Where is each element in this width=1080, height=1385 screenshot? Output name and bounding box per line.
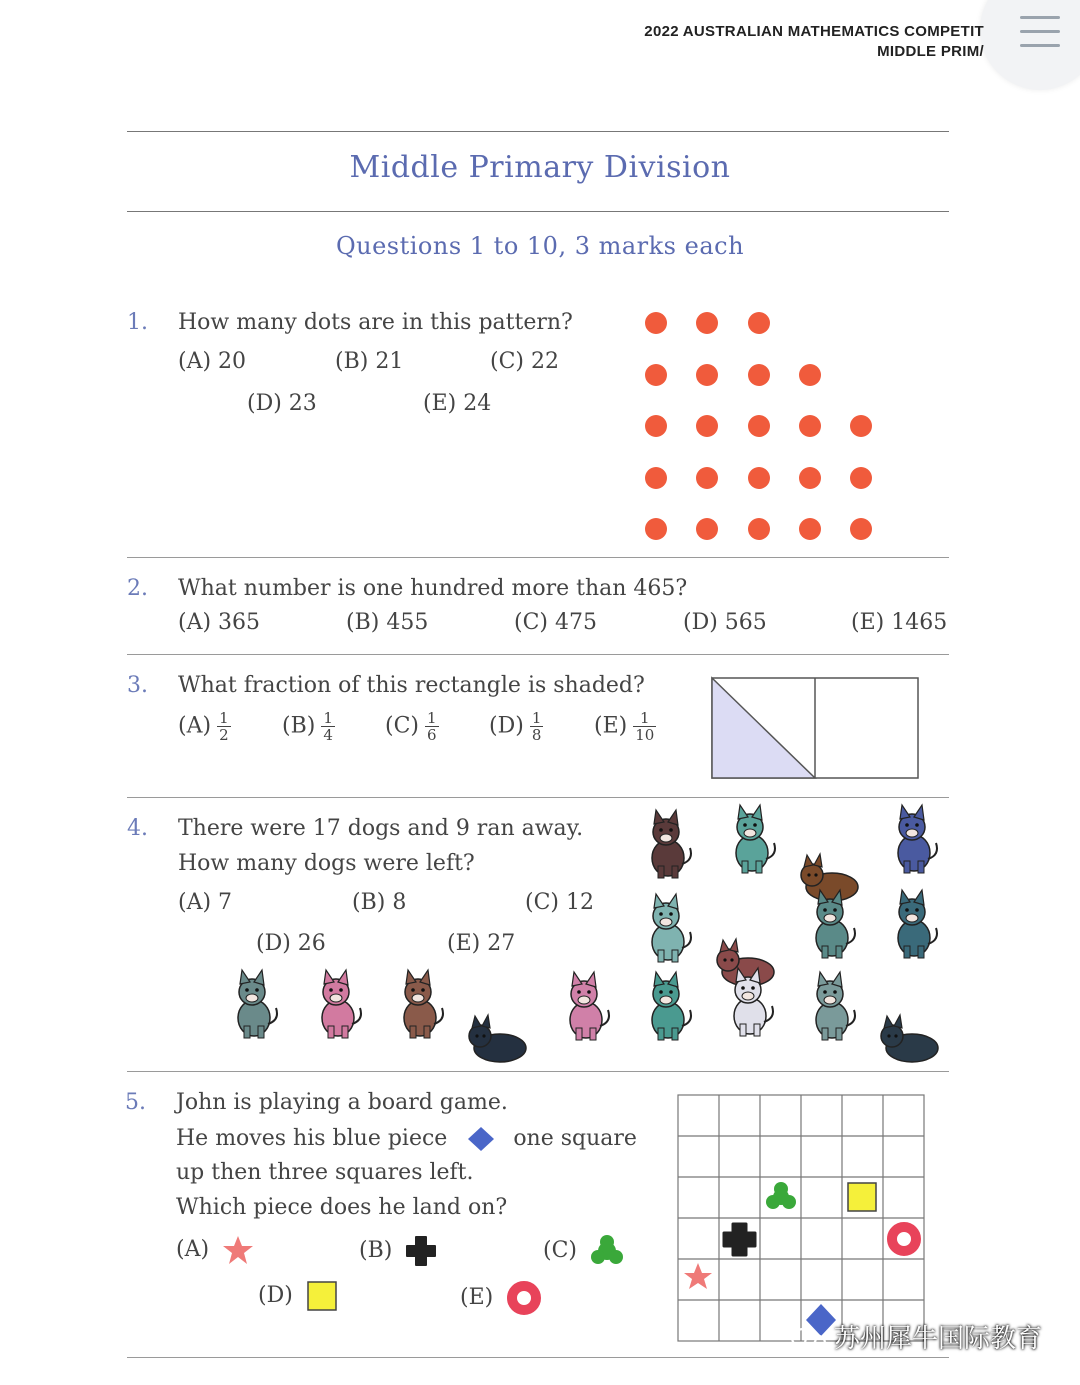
option-label: (B) [282,713,316,739]
pattern-dot [748,518,770,540]
dog-icon [714,920,776,992]
q3-option-d[interactable] [489,710,543,743]
text-part: He moves his blue piece [176,1126,448,1151]
option-label: (E) [594,713,628,739]
wechat-icon [790,1327,828,1353]
q2-option-a[interactable]: (A) 365 [178,610,261,635]
header-line-1: 2022 AUSTRALIAN MATHEMATICS COMPETIT [644,23,984,40]
section-subtitle: Questions 1 to 10, 3 marks each [335,232,745,260]
dog-icon [554,970,616,1042]
denominator: 10 [635,726,655,744]
game-board [676,1093,928,1343]
option-label: (D) [489,713,524,739]
dog-icon [636,808,698,880]
dog-icon [466,996,528,1068]
option-label: (E) [460,1285,494,1310]
dog-icon [798,835,860,907]
cross-icon [405,1235,437,1267]
q5-option-a[interactable] [176,1235,254,1265]
q4-option-b[interactable]: (B) 8 [352,890,407,915]
pattern-dot [645,518,667,540]
divider [127,654,949,655]
numerator: 1 [531,709,542,727]
q5-option-b[interactable] [359,1235,437,1267]
dog-icon [800,970,862,1042]
fraction [530,710,544,743]
question-3-number: 3. [127,673,148,698]
pattern-dot [645,364,667,386]
q1-option-a[interactable]: (A) 20 [178,349,247,374]
question-5-number: 5. [125,1090,146,1115]
option-label: (B) [359,1238,393,1263]
q5-option-c[interactable] [543,1235,624,1267]
dog-icon [882,888,944,960]
q1-option-e[interactable]: (E) 24 [423,391,492,416]
green-trefoil-icon [590,1235,624,1267]
dog-icon [306,968,368,1040]
fraction [425,710,439,743]
q5-option-e[interactable] [460,1280,542,1316]
shaded-rectangle-figure [710,676,920,780]
option-label: (C) [543,1238,577,1263]
dog-icon [882,803,944,875]
q2-option-e[interactable]: (E) 1465 [851,610,948,635]
dog-icon [800,888,862,960]
board-grid [678,1095,924,1341]
q3-option-e[interactable] [594,710,656,743]
red-ring-icon [506,1280,542,1316]
divider [127,211,949,212]
pattern-dot [850,415,872,437]
option-label: (A) [176,1237,210,1262]
yellow-square-icon [306,1280,338,1312]
dog-icon [878,996,940,1068]
q4-option-c[interactable]: (C) 12 [525,890,594,915]
divider [127,1071,949,1072]
question-4-number: 4. [127,816,148,841]
q3-option-c[interactable] [385,710,439,743]
q2-option-c[interactable]: (C) 475 [514,610,597,635]
divider [127,1357,949,1358]
watermark [790,1318,1042,1355]
divider [127,797,949,798]
question-5-text-line-3: up then three squares left. [176,1160,474,1185]
fraction [321,710,335,743]
dog-icon [222,968,284,1040]
dog-icon [718,966,780,1038]
option-label: (D) [258,1283,293,1308]
q3-option-a[interactable] [178,710,231,743]
question-1-text: How many dots are in this pattern? [178,310,573,335]
question-2-number: 2. [127,576,148,601]
q1-option-b[interactable]: (B) 21 [335,349,404,374]
pattern-dot [748,364,770,386]
question-5-text-line-2 [176,1126,637,1152]
dog-icon [720,803,782,875]
star-icon [222,1235,254,1265]
pattern-dot [850,518,872,540]
question-2-text: What number is one hundred more than 465? [178,576,688,601]
dog-icon [636,892,698,964]
pattern-dot [696,364,718,386]
pattern-dot [850,467,872,489]
header-line-2: MIDDLE PRIM/ [877,43,984,60]
dot-pattern [645,312,885,542]
q1-option-d[interactable]: (D) 23 [247,391,317,416]
question-4-text-line-2: How many dogs were left? [178,851,475,876]
hamburger-menu-icon[interactable] [1020,16,1060,52]
pattern-dot [696,518,718,540]
pattern-dot [645,312,667,334]
question-5-text-line-1: John is playing a board game. [176,1090,508,1115]
denominator: 2 [219,726,229,744]
yellow-square-piece [848,1183,876,1211]
pattern-dot [799,415,821,437]
numerator: 1 [219,709,229,727]
q3-option-b[interactable] [282,710,335,743]
pattern-dot [748,467,770,489]
page-title: Middle Primary Division [349,150,731,185]
denominator: 8 [531,726,542,744]
page-header [644,22,984,62]
numerator: 1 [427,709,437,727]
pattern-dot [799,364,821,386]
numerator: 1 [633,710,656,727]
pattern-dot [696,415,718,437]
option-label: (A) [178,713,212,739]
pattern-dot [645,467,667,489]
question-5-text-line-4: Which piece does he land on? [176,1195,508,1220]
pattern-dot [645,415,667,437]
numerator: 1 [323,709,333,727]
pattern-dot [748,312,770,334]
denominator: 6 [427,726,437,744]
q2-option-d[interactable]: (D) 565 [683,610,767,635]
question-3-text: What fraction of this rectangle is shaded? [178,673,645,698]
dog-icon [388,968,450,1040]
blue-diamond-icon [466,1126,496,1152]
q4-option-e[interactable]: (E) 27 [447,931,516,956]
divider [127,131,949,132]
q2-option-b[interactable]: (B) 455 [346,610,429,635]
fraction [217,710,231,743]
pattern-dot [799,467,821,489]
pattern-dot [696,467,718,489]
pattern-dot [696,312,718,334]
dog-icon [636,970,698,1042]
q4-option-d[interactable]: (D) 26 [256,931,326,956]
option-label: (C) [385,713,419,739]
watermark-text: 苏州犀牛国际教育 [833,1324,1042,1354]
text-part: one square [513,1126,637,1151]
fraction [633,710,656,743]
question-1-number: 1. [127,310,148,335]
q5-option-d[interactable] [258,1280,338,1312]
question-4-text-line-1: There were 17 dogs and 9 ran away. [178,816,584,841]
denominator: 4 [323,726,333,744]
pattern-dot [748,415,770,437]
q4-option-a[interactable]: (A) 7 [178,890,233,915]
q1-option-c[interactable]: (C) 22 [490,349,559,374]
divider [127,557,949,558]
pattern-dot [799,518,821,540]
